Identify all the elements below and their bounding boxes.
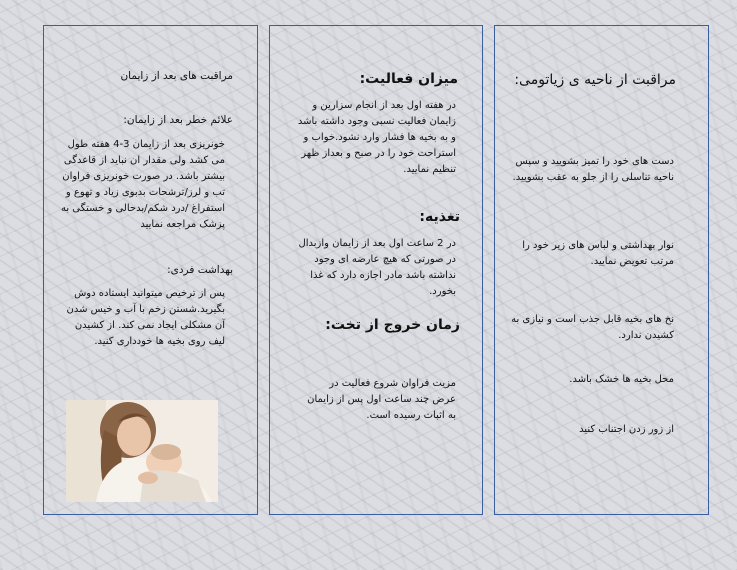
danger-signs-text: خونریزی بعد از زایمان 3-4 هفته طول می کشد ولی مقدار ان نباید از قاعدگی بیشتر باشد. در صورت خونریزی فراوان تب و لرز/ترشحات بدبوی زیاد و تهوع و استفراغ /درد شکم/بدحالی و خستگی به پزشک مراجعه نمایید xyxy=(60,139,225,230)
brochure-panel-right xyxy=(494,25,709,515)
panel-title: مراقبت های بعد از زایمان xyxy=(120,70,233,82)
hygiene-heading: بهداشت فردی: xyxy=(167,264,233,276)
care-item-wash-hands: دست های خود را تمیز بشویید و سپس ناحیه تناسلی را از جلو به عقب بشویید. xyxy=(512,156,674,183)
nutrition-heading: تغذیه: xyxy=(419,209,460,225)
activity-heading: میزان فعالیت: xyxy=(359,71,458,87)
episiotomy-care-heading: مراقبت از ناحیه ی زیاتومی: xyxy=(514,72,676,88)
bed-exit-heading: زمان خروج از تخت: xyxy=(325,317,460,333)
brochure-panel-left xyxy=(43,25,258,515)
bed-exit-text: مزیت فراوان شروع فعالیت در عرض چند ساعت اول پس از زایمان به اثبات رسیده است. xyxy=(307,378,456,421)
hygiene-text: پس از ترخیص میتوانید ایستاده دوش بگیرید.شستن زخم با آب و خیس شدن آن مشکلی ایجاد نمی کند. از کشیدن لیف روی بخیه ها خودداری کنید. xyxy=(66,288,225,347)
care-item-change-pads: نوار بهداشتی و لباس های زیر خود را مرتب تعویض نمایید. xyxy=(522,240,674,267)
brochure-panel-middle xyxy=(269,25,483,515)
nutrition-text: در 2 ساعت اول بعد از زایمان وازبدال در صورتی که هیچ عارضه ای وجود نداشته باشد مادر اجازه دارد که غذا بخورد. xyxy=(298,238,456,297)
danger-signs-heading: علائم خطر بعد از زایمان: xyxy=(123,114,233,126)
care-item-keep-dry: محل بخیه ها خشک باشد. xyxy=(569,374,674,385)
activity-text: در هفته اول بعد از انجام سزارین و زایمان فعالیت نسبی وجود داشته باشد و به بخیه ها فشار وارد نشود.خواب و استراحت خود را در صبح و بعداز ظهر تنظیم نمایید. xyxy=(297,100,456,175)
care-item-avoid-straining: از زور زدن اجتناب کنید xyxy=(579,424,674,435)
mother-and-baby-illustration xyxy=(66,400,218,502)
care-item-absorbable-sutures: نخ های بخیه قابل جذب است و نیازی به کشیدن ندارد. xyxy=(511,314,674,341)
mother-and-baby-photo xyxy=(66,400,218,502)
